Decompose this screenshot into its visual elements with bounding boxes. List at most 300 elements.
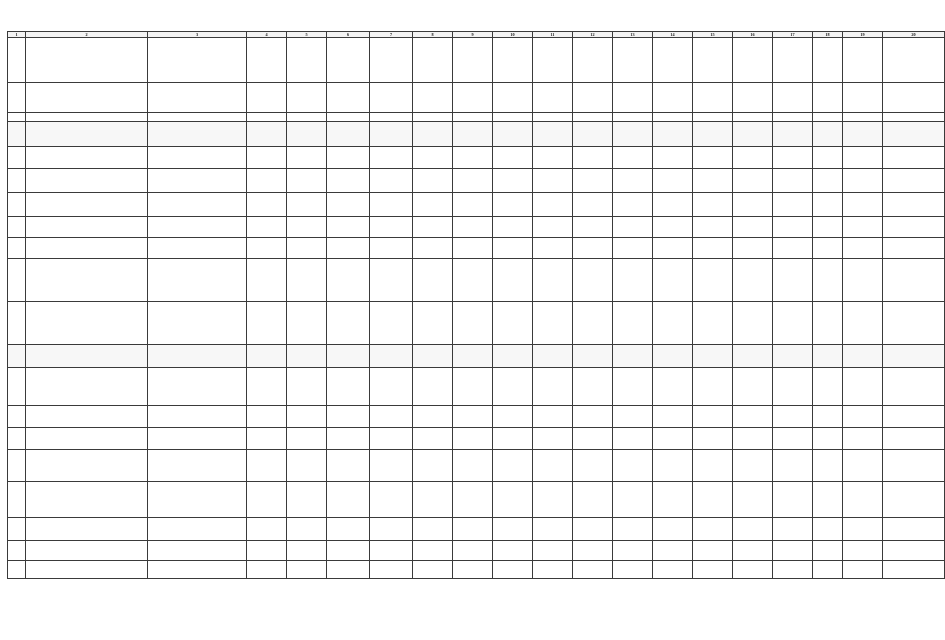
- table-cell: [613, 406, 653, 428]
- table-cell: [883, 83, 945, 113]
- table-cell: [413, 169, 453, 193]
- table-cell: [370, 169, 413, 193]
- table-cell: [26, 217, 148, 238]
- table-cell: [573, 518, 613, 541]
- table-cell: [773, 259, 813, 302]
- table-cell: [883, 302, 945, 345]
- table-cell: [653, 238, 693, 259]
- table-cell: [327, 193, 370, 217]
- table-cell: [693, 518, 733, 541]
- column-number-cell: 18: [813, 32, 843, 38]
- table-cell: [493, 428, 533, 450]
- table-cell: [733, 193, 773, 217]
- table-row: [8, 217, 945, 238]
- table-cell: [733, 238, 773, 259]
- table-cell: [493, 122, 533, 147]
- table-cell: [8, 193, 26, 217]
- table-cell: [453, 193, 493, 217]
- table-cell: [453, 302, 493, 345]
- table-cell: [148, 169, 247, 193]
- table-cell: [693, 217, 733, 238]
- table-cell: [813, 217, 843, 238]
- table-cell: [493, 38, 533, 83]
- table-cell: [653, 406, 693, 428]
- table-cell: [573, 83, 613, 113]
- table-cell: [693, 38, 733, 83]
- table-cell: [287, 368, 327, 406]
- table-cell: [148, 122, 247, 147]
- table-cell: [247, 259, 287, 302]
- table-cell: [693, 113, 733, 122]
- table-cell: [148, 450, 247, 482]
- table-cell: [693, 147, 733, 169]
- table-cell: [773, 147, 813, 169]
- table-cell: [148, 302, 247, 345]
- table-cell: [370, 193, 413, 217]
- table-cell: [883, 482, 945, 518]
- table-cell: [533, 518, 573, 541]
- table-cell: [843, 193, 883, 217]
- table-cell: [883, 541, 945, 561]
- table-cell: [287, 193, 327, 217]
- table-cell: [843, 450, 883, 482]
- table-cell: [8, 83, 26, 113]
- table-cell: [693, 406, 733, 428]
- table-cell: [883, 122, 945, 147]
- table-cell: [883, 345, 945, 368]
- table-cell: [533, 169, 573, 193]
- table-cell: [813, 122, 843, 147]
- table-cell: [813, 541, 843, 561]
- table-cell: [573, 122, 613, 147]
- table-cell: [148, 561, 247, 579]
- table-cell: [370, 302, 413, 345]
- table-cell: [493, 238, 533, 259]
- table-cell: [813, 482, 843, 518]
- table-cell: [8, 113, 26, 122]
- table-cell: [26, 238, 148, 259]
- table-cell: [733, 450, 773, 482]
- table-cell: [533, 345, 573, 368]
- table-cell: [653, 302, 693, 345]
- column-number-cell: 19: [843, 32, 883, 38]
- column-number-cell: 1: [8, 32, 26, 38]
- table-cell: [613, 259, 653, 302]
- table-cell: [693, 368, 733, 406]
- table-cell: [613, 302, 653, 345]
- table-cell: [26, 302, 148, 345]
- table-cell: [327, 345, 370, 368]
- table-cell: [773, 406, 813, 428]
- table-cell: [733, 169, 773, 193]
- table-row: [8, 302, 945, 345]
- table-cell: [148, 345, 247, 368]
- column-number-cell: 7: [370, 32, 413, 38]
- table-cell: [8, 122, 26, 147]
- table-cell: [8, 259, 26, 302]
- table-cell: [773, 302, 813, 345]
- table-cell: [8, 561, 26, 579]
- table-cell: [773, 38, 813, 83]
- table-cell: [733, 406, 773, 428]
- table-cell: [653, 518, 693, 541]
- table-cell: [370, 238, 413, 259]
- table-cell: [813, 345, 843, 368]
- table-cell: [693, 122, 733, 147]
- table-cell: [533, 482, 573, 518]
- table-cell: [370, 541, 413, 561]
- program-row: [8, 122, 945, 147]
- table-cell: [247, 113, 287, 122]
- table-cell: [453, 259, 493, 302]
- table-cell: [773, 122, 813, 147]
- table-cell: [287, 518, 327, 541]
- table-cell: [613, 368, 653, 406]
- table-cell: [693, 238, 733, 259]
- table-cell: [26, 169, 148, 193]
- table-cell: [493, 368, 533, 406]
- table-row: [8, 83, 945, 113]
- table-cell: [453, 147, 493, 169]
- table-cell: [327, 406, 370, 428]
- table-cell: [883, 259, 945, 302]
- table-cell: [843, 259, 883, 302]
- table-row: [8, 450, 945, 482]
- table-cell: [773, 428, 813, 450]
- table-cell: [773, 83, 813, 113]
- table-cell: [613, 238, 653, 259]
- table-cell: [453, 238, 493, 259]
- table-cell: [493, 83, 533, 113]
- table-cell: [8, 169, 26, 193]
- table-cell: [773, 450, 813, 482]
- table-cell: [653, 113, 693, 122]
- column-number-cell: 17: [773, 32, 813, 38]
- table-cell: [327, 482, 370, 518]
- table-cell: [883, 561, 945, 579]
- table-cell: [573, 345, 613, 368]
- table-cell: [773, 113, 813, 122]
- table-cell: [693, 302, 733, 345]
- table-cell: [693, 450, 733, 482]
- column-number-cell: 6: [327, 32, 370, 38]
- table-row: [8, 428, 945, 450]
- table-cell: [26, 561, 148, 579]
- table-cell: [370, 122, 413, 147]
- table-cell: [287, 482, 327, 518]
- table-cell: [843, 122, 883, 147]
- table-row: [8, 38, 945, 83]
- table-cell: [573, 193, 613, 217]
- table-cell: [413, 217, 453, 238]
- table-cell: [453, 541, 493, 561]
- table-cell: [813, 302, 843, 345]
- table-cell: [287, 450, 327, 482]
- table-cell: [370, 113, 413, 122]
- table-row: [8, 406, 945, 428]
- table-cell: [693, 541, 733, 561]
- table-cell: [573, 482, 613, 518]
- table-cell: [8, 406, 26, 428]
- table-cell: [453, 217, 493, 238]
- table-row: [8, 238, 945, 259]
- column-number-cell: 5: [287, 32, 327, 38]
- table-cell: [453, 561, 493, 579]
- column-number-cell: 2: [26, 32, 148, 38]
- table-cell: [613, 193, 653, 217]
- table-cell: [533, 38, 573, 83]
- table-cell: [813, 518, 843, 541]
- table-cell: [693, 482, 733, 518]
- table-cell: [453, 38, 493, 83]
- table-cell: [247, 406, 287, 428]
- table-cell: [148, 259, 247, 302]
- table-cell: [327, 302, 370, 345]
- table-cell: [327, 428, 370, 450]
- table-cell: [148, 368, 247, 406]
- table-cell: [148, 83, 247, 113]
- table-cell: [370, 368, 413, 406]
- table-cell: [327, 113, 370, 122]
- table-cell: [8, 38, 26, 83]
- column-number-cell: 16: [733, 32, 773, 38]
- table-cell: [413, 368, 453, 406]
- table-cell: [613, 113, 653, 122]
- table-row: [8, 147, 945, 169]
- table-cell: [287, 302, 327, 345]
- table-cell: [413, 428, 453, 450]
- table-cell: [693, 428, 733, 450]
- table-cell: [653, 541, 693, 561]
- table-cell: [813, 147, 843, 169]
- table-cell: [453, 169, 493, 193]
- table-cell: [148, 428, 247, 450]
- column-number-cell: 4: [247, 32, 287, 38]
- table-cell: [653, 482, 693, 518]
- table-row: [8, 518, 945, 541]
- table-cell: [26, 113, 148, 122]
- table-cell: [26, 193, 148, 217]
- table-cell: [327, 368, 370, 406]
- table-cell: [26, 122, 148, 147]
- table-cell: [883, 38, 945, 83]
- column-number-cell: 11: [533, 32, 573, 38]
- table-cell: [287, 238, 327, 259]
- table-cell: [813, 169, 843, 193]
- table-cell: [693, 345, 733, 368]
- table-cell: [493, 302, 533, 345]
- table-cell: [843, 169, 883, 193]
- table-cell: [493, 113, 533, 122]
- table-cell: [883, 518, 945, 541]
- table-cell: [813, 428, 843, 450]
- table-cell: [813, 259, 843, 302]
- table-cell: [370, 561, 413, 579]
- table-cell: [327, 169, 370, 193]
- table-cell: [813, 83, 843, 113]
- table-cell: [370, 450, 413, 482]
- table-cell: [247, 541, 287, 561]
- column-number-cell: 3: [148, 32, 247, 38]
- table-cell: [533, 259, 573, 302]
- table-cell: [148, 147, 247, 169]
- table-cell: [413, 345, 453, 368]
- table-cell: [327, 541, 370, 561]
- table-cell: [26, 406, 148, 428]
- table-cell: [843, 345, 883, 368]
- table-cell: [533, 561, 573, 579]
- table-cell: [287, 113, 327, 122]
- table-cell: [493, 406, 533, 428]
- column-number-cell: 14: [653, 32, 693, 38]
- table-cell: [773, 217, 813, 238]
- table-cell: [733, 217, 773, 238]
- table-cell: [247, 83, 287, 113]
- table-cell: [843, 113, 883, 122]
- table-cell: [493, 169, 533, 193]
- table-cell: [813, 450, 843, 482]
- table-cell: [843, 147, 883, 169]
- table-cell: [453, 83, 493, 113]
- table-cell: [413, 561, 453, 579]
- table-cell: [26, 450, 148, 482]
- table-cell: [413, 406, 453, 428]
- table-cell: [8, 302, 26, 345]
- table-cell: [453, 406, 493, 428]
- table-cell: [613, 122, 653, 147]
- table-cell: [247, 482, 287, 518]
- table-cell: [327, 38, 370, 83]
- table-cell: [8, 541, 26, 561]
- table-cell: [843, 217, 883, 238]
- table-cell: [26, 345, 148, 368]
- table-cell: [613, 217, 653, 238]
- table-row: [8, 368, 945, 406]
- table-cell: [653, 259, 693, 302]
- table-cell: [533, 238, 573, 259]
- table-cell: [287, 169, 327, 193]
- table-cell: [843, 561, 883, 579]
- table-cell: [573, 428, 613, 450]
- table-cell: [453, 428, 493, 450]
- table-cell: [413, 238, 453, 259]
- table-row: [8, 561, 945, 579]
- table-cell: [843, 83, 883, 113]
- table-cell: [573, 450, 613, 482]
- table-cell: [733, 113, 773, 122]
- table-cell: [653, 345, 693, 368]
- table-cell: [247, 193, 287, 217]
- table-cell: [573, 561, 613, 579]
- table-cell: [773, 169, 813, 193]
- table-cell: [327, 518, 370, 541]
- table-cell: [733, 83, 773, 113]
- table-cell: [493, 345, 533, 368]
- table-cell: [493, 450, 533, 482]
- table-cell: [843, 518, 883, 541]
- table-cell: [26, 147, 148, 169]
- table-cell: [733, 147, 773, 169]
- table-cell: [533, 113, 573, 122]
- table-cell: [493, 561, 533, 579]
- table-cell: [613, 147, 653, 169]
- table-cell: [733, 302, 773, 345]
- table-cell: [370, 38, 413, 83]
- table-cell: [247, 561, 287, 579]
- table-cell: [733, 122, 773, 147]
- table-cell: [613, 450, 653, 482]
- table-cell: [653, 561, 693, 579]
- table-cell: [247, 368, 287, 406]
- table-cell: [148, 406, 247, 428]
- table-cell: [370, 259, 413, 302]
- column-number-cell: 12: [573, 32, 613, 38]
- table-cell: [413, 541, 453, 561]
- table-cell: [8, 428, 26, 450]
- table-cell: [493, 193, 533, 217]
- table-cell: [327, 147, 370, 169]
- table-cell: [653, 147, 693, 169]
- table-cell: [413, 259, 453, 302]
- table-cell: [773, 238, 813, 259]
- table-cell: [883, 428, 945, 450]
- program-row: [8, 345, 945, 368]
- table-cell: [26, 428, 148, 450]
- table-cell: [8, 147, 26, 169]
- table-cell: [533, 147, 573, 169]
- table-cell: [247, 345, 287, 368]
- table-cell: [843, 302, 883, 345]
- table-cell: [773, 541, 813, 561]
- table-cell: [453, 450, 493, 482]
- table-cell: [370, 83, 413, 113]
- table-cell: [773, 193, 813, 217]
- table-cell: [453, 122, 493, 147]
- table-cell: [813, 368, 843, 406]
- table-cell: [653, 193, 693, 217]
- table-cell: [370, 217, 413, 238]
- table-cell: [370, 428, 413, 450]
- table-cell: [453, 482, 493, 518]
- table-cell: [773, 345, 813, 368]
- table-cell: [883, 193, 945, 217]
- table-cell: [533, 193, 573, 217]
- table-cell: [693, 193, 733, 217]
- table-cell: [533, 368, 573, 406]
- table-cell: [533, 83, 573, 113]
- table-cell: [733, 345, 773, 368]
- table-cell: [733, 561, 773, 579]
- table-cell: [843, 406, 883, 428]
- table-cell: [573, 217, 613, 238]
- table-cell: [693, 259, 733, 302]
- table-cell: [247, 38, 287, 83]
- table-cell: [26, 541, 148, 561]
- table-cell: [493, 259, 533, 302]
- table-cell: [247, 169, 287, 193]
- table-cell: [773, 368, 813, 406]
- table-cell: [26, 518, 148, 541]
- subtotal-row: [8, 113, 945, 122]
- table-cell: [613, 428, 653, 450]
- table-cell: [148, 38, 247, 83]
- table-cell: [26, 259, 148, 302]
- table-cell: [843, 238, 883, 259]
- table-cell: [883, 238, 945, 259]
- table-cell: [533, 541, 573, 561]
- table-cell: [733, 518, 773, 541]
- table-cell: [773, 561, 813, 579]
